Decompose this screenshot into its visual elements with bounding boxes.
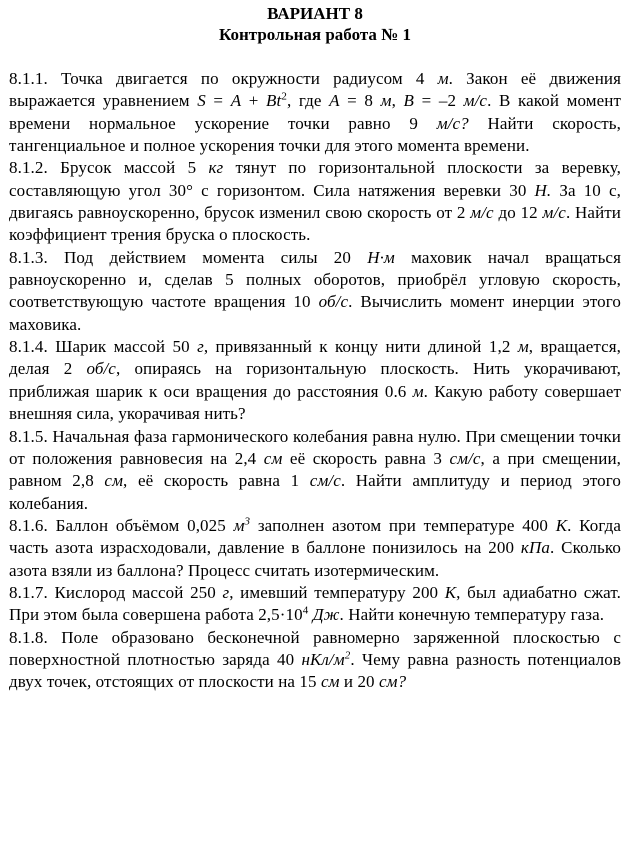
problem-text-fragment: , опираясь на горизонтальную плоскость. Нить укорачивают, приближая шарик к оси вращения до расстояния 0.6 <box>9 359 621 401</box>
problem-text-fragment: . Закон её движения выражается уравнением <box>9 69 622 111</box>
problem-number: 8.1.4. <box>9 337 48 357</box>
problem-item <box>9 247 621 336</box>
problem-text-fragment: и 20 <box>339 672 380 692</box>
problem-text-fragment: см <box>320 672 340 692</box>
problem-text-fragment: до 12 <box>493 203 543 223</box>
problem-item <box>9 627 621 694</box>
problem-text-fragment: Точка двигается по окружности радиусом 4 <box>47 69 438 88</box>
problem-text-fragment: Найти скорость, тангенциальное и полное ускорения точки для этого момента времени. <box>9 113 621 156</box>
problem-text-fragment: К <box>444 582 457 602</box>
problem-number: 8.1.2. <box>9 158 48 178</box>
problem-text-fragment: . Когда часть азота израсходовали, давление в баллоне понизилось на 200 <box>9 515 621 558</box>
problem-text-fragment: Брусок массой 5 <box>47 158 209 178</box>
variant-title: ВАРИАНТ 8 <box>267 4 363 23</box>
problem-item <box>9 68 621 157</box>
problem-text-fragment: , а при смещении, равном 2,8 <box>9 448 621 491</box>
problem-number: 8.1.8. <box>9 627 48 647</box>
problem-list <box>9 68 621 694</box>
problem-text-fragment: 2 <box>344 649 351 662</box>
problem-text-fragment: A <box>230 91 242 111</box>
problem-text-fragment: . Сколько азота взяли из баллона? Процесс считать изотермическим. <box>9 538 621 580</box>
problem-text-fragment: см/с <box>449 448 481 468</box>
problem-text-fragment: заполнен азотом при температуре 400 <box>250 515 556 535</box>
problem-text-fragment: м <box>233 515 245 535</box>
problem-text-fragment: Кислород массой 250 <box>47 582 223 602</box>
problem-number: 8.1.7. <box>9 582 48 602</box>
problem-text-fragment: м <box>380 91 392 111</box>
problem-item <box>9 515 621 582</box>
problem-text-fragment: см <box>263 448 283 468</box>
problem-number: 8.1.1. <box>9 69 48 88</box>
problem-text-fragment: см? <box>379 672 407 692</box>
problem-text-fragment: м/с <box>542 203 566 223</box>
problem-text-fragment: тянут по горизонтальной плоскости за веревку, составляющую угол 30° с горизонтом. Сила натяжения веревки 30 <box>9 158 622 200</box>
problem-text-fragment: Дж <box>312 605 340 625</box>
problem-item <box>9 582 621 627</box>
problem-text-fragment: см <box>104 471 124 491</box>
problem-number: 8.1.5. <box>9 426 48 446</box>
problem-number: 8.1.3. <box>9 247 48 267</box>
problem-text-fragment: = <box>205 91 231 111</box>
problem-text-fragment: Н·м <box>367 247 395 267</box>
problem-text-fragment: . Найти конечную температуру газа. <box>339 605 605 625</box>
problem-text-fragment: Н. <box>534 180 552 200</box>
problem-text-fragment: Под действием момента силы 20 <box>47 247 368 267</box>
problem-text-fragment: Шарик массой 50 <box>47 337 198 357</box>
problem-text-fragment: кПа <box>520 538 550 558</box>
problem-text-fragment: S <box>197 91 206 111</box>
problem-item <box>9 426 621 515</box>
problem-text-fragment: , вращается, делая 2 <box>9 337 621 379</box>
problem-text-fragment: м <box>517 337 529 357</box>
problem-item <box>9 157 621 246</box>
problem-text-fragment: A <box>329 91 340 111</box>
problem-text-fragment: м <box>412 381 424 401</box>
problem-text-fragment: Начальная фаза гармонического колебания равна нулю. При смещении точки от положения равновесия на 2,4 <box>9 426 621 468</box>
problem-text-fragment: м/с <box>470 203 494 223</box>
problem-text-fragment: г <box>222 582 230 602</box>
problem-text-fragment: , имевший температуру 200 <box>229 582 445 602</box>
problem-text-fragment: г <box>197 337 204 357</box>
problem-text-fragment: . В какой момент времени нормальное ускорение точки равно 9 <box>9 91 622 133</box>
problem-text-fragment: об/с <box>86 359 116 379</box>
problem-text-fragment: кг <box>208 158 224 178</box>
problem-text-fragment: см/с <box>309 471 341 491</box>
problem-text-fragment: Поле образовано бесконечной равномерно заряженной плоскостью с поверхностной плотностью заряда 40 <box>9 627 621 669</box>
problem-text-fragment: . Вычислить момент инерции этого маховика. <box>9 292 621 334</box>
problem-item <box>9 336 621 425</box>
problem-text-fragment: 2 <box>281 90 287 103</box>
problem-text-fragment: м/с <box>463 91 488 111</box>
problem-text-fragment: Bt <box>266 91 282 111</box>
problem-text-fragment: , привязанный к концу нити длиной 1,2 <box>203 337 518 357</box>
problem-text-fragment: об/с <box>318 292 349 312</box>
problem-text-fragment: . Какую работу совершает внешняя сила, укорачивая нить? <box>9 381 621 424</box>
problem-text-fragment: , <box>391 91 404 111</box>
problem-text-fragment: 3 <box>244 515 251 528</box>
problem-text-fragment: нКл/м <box>301 649 345 669</box>
problem-text-fragment: Баллон объёмом 0,025 <box>47 515 234 535</box>
problem-text-fragment: . Найти коэффициент трения бруска о плоскость. <box>9 203 621 245</box>
problem-text-fragment: маховик начал вращаться равноускоренно и, сделав 5 полных оборотов, приобрёл угловую скорость, соответствующую частоте вращения 10 <box>9 247 621 312</box>
problem-text-fragment: К <box>555 515 568 535</box>
problem-text-fragment: , где <box>286 91 330 111</box>
problem-number: 8.1.6. <box>9 515 48 535</box>
problem-text-fragment: = –2 <box>414 91 464 111</box>
work-subtitle: Контрольная работа № 1 <box>219 25 411 44</box>
problem-text-fragment: . Чему равна разность потенциалов двух точек, отстоящих от плоскости на 15 <box>9 649 621 692</box>
problem-text-fragment: её скорость равна 3 <box>282 448 450 468</box>
problem-text-fragment: 4 <box>302 604 309 617</box>
problem-text-fragment: + <box>241 91 267 111</box>
problem-text-fragment: = 8 <box>339 91 381 111</box>
problem-text-fragment: , её скорость равна 1 <box>123 471 310 491</box>
problem-text-fragment: м/с? <box>436 113 469 133</box>
problem-text-fragment: B <box>403 91 414 111</box>
problem-text-fragment: , был адиабатно сжат. При этом была совершена работа 2,5·10 <box>9 582 621 625</box>
problem-text-fragment: . Найти амплитуду и период этого колебания. <box>9 471 621 513</box>
problem-text-fragment: За 10 с, двигаясь равноускоренно, брусок изменил свою скорость от 2 <box>9 180 621 223</box>
problem-text-fragment: м <box>437 69 449 88</box>
